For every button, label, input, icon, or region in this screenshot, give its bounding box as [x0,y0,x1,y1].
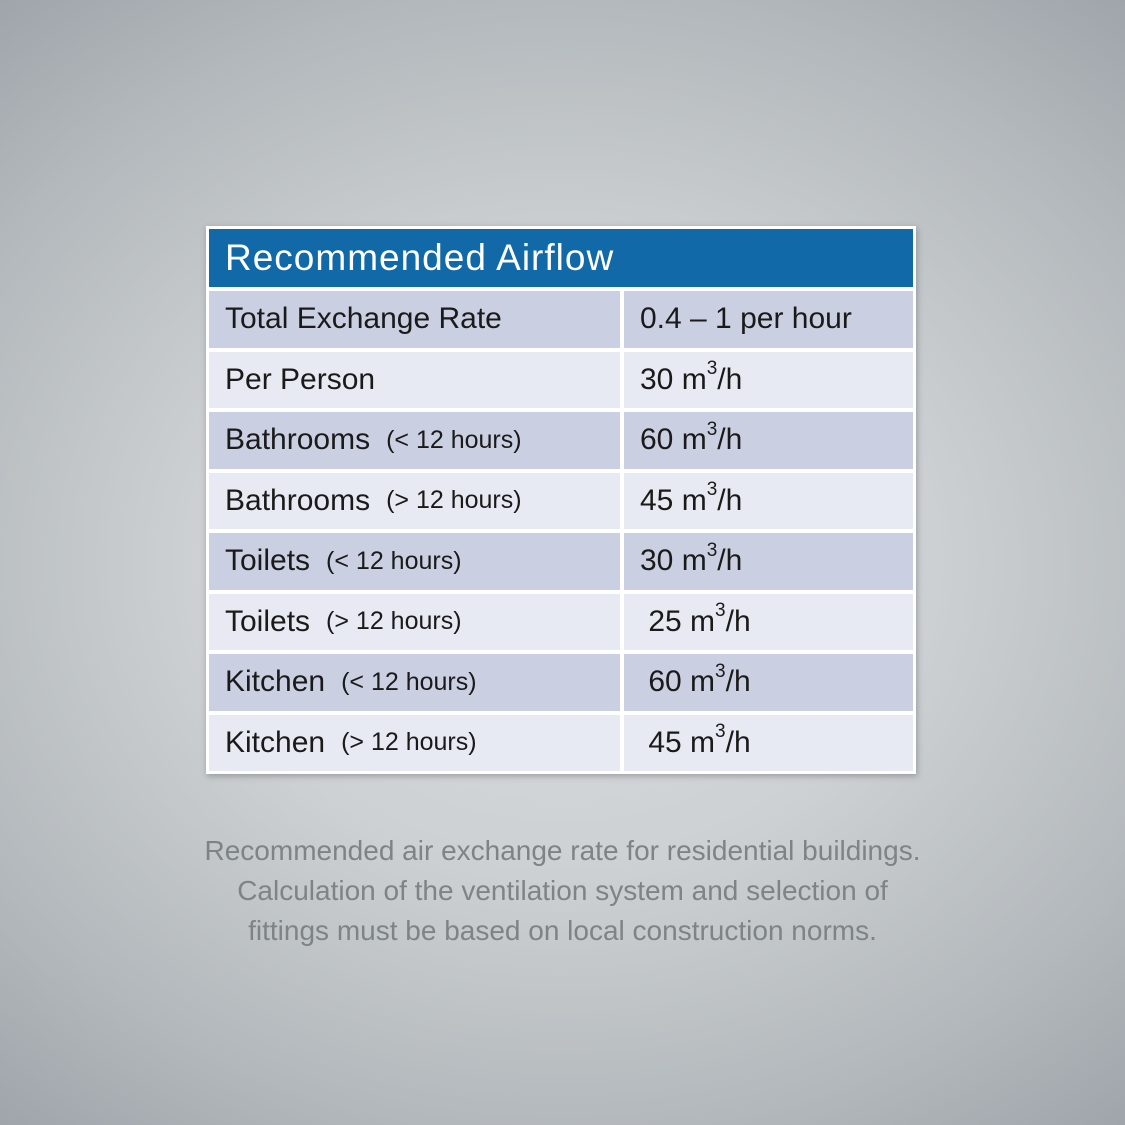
table-row [209,533,913,590]
room-cell [209,594,620,651]
table-row [209,594,913,651]
airflow-value: 60 m [640,665,716,699]
caption-line-2: Calculation of the ventilation system and selection of [237,875,888,906]
airflow-value-unit-rest: /h [717,423,743,457]
room-label: Total Exchange Rate [225,302,502,336]
table-row [209,715,913,772]
room-cell [209,654,620,711]
airflow-value-cell: 45 m $^3$ /h [624,473,913,530]
caption [0,831,1125,951]
airflow-value: 45 m [640,483,707,517]
room-cell [209,352,620,409]
room-label: Toilets [225,604,311,638]
table-body [209,291,913,771]
airflow-value: 60 m [640,423,707,457]
room-cell [209,291,620,348]
airflow-value-cell: 60 m $^3$ /h [624,412,913,469]
caption-line-3: fittings must be based on local construction norms. [248,915,877,946]
room-cell [209,533,620,590]
room-label: Kitchen [225,665,326,699]
airflow-value-unit-rest: /h [717,483,743,517]
table-header [209,229,913,287]
airflow-value-unit-rest: /h [725,725,751,759]
airflow-value-unit-rest: /h [717,544,743,578]
airflow-value-unit-rest: /h [725,665,751,699]
room-label: Bathrooms [225,423,371,457]
room-qualifier: (< 12 hours) [326,546,462,575]
room-label: Per Person [225,362,376,396]
airflow-value-unit-rest: /h [717,362,743,396]
room-label: Bathrooms [225,483,371,517]
room-label: Kitchen [225,725,326,759]
caption-line-1: Recommended air exchange rate for residential buildings. [204,835,921,866]
table-row [209,654,913,711]
airflow-value-cell [624,291,913,348]
room-label: Toilets [225,544,311,578]
airflow-value: 25 m [640,604,716,638]
room-qualifier: (< 12 hours) [386,425,522,454]
airflow-table [206,226,916,774]
room-qualifier: (> 12 hours) [341,728,477,757]
airflow-value: 30 m [640,362,707,396]
airflow-value-cell: 45 m $^3$ /h [624,715,913,772]
table-row [209,291,913,348]
room-qualifier: (> 12 hours) [386,486,522,515]
table-row [209,352,913,409]
airflow-value-unit-rest: /h [725,604,751,638]
airflow-value: 0.4 – 1 per hour [640,302,852,336]
room-qualifier: (< 12 hours) [341,667,477,696]
airflow-value-cell: 25 m $^3$ /h [624,594,913,651]
room-cell [209,715,620,772]
room-cell [209,412,620,469]
table-title: Recommended Airflow [225,237,615,278]
table-row [209,412,913,469]
airflow-value: 45 m [640,725,716,759]
room-qualifier: (> 12 hours) [326,607,462,636]
airflow-value: 30 m [640,544,707,578]
table-row [209,473,913,530]
airflow-value-cell: 30 m $^3$ /h [624,533,913,590]
room-cell [209,473,620,530]
airflow-value-cell: 30 m $^3$ /h [624,352,913,409]
airflow-value-cell: 60 m $^3$ /h [624,654,913,711]
